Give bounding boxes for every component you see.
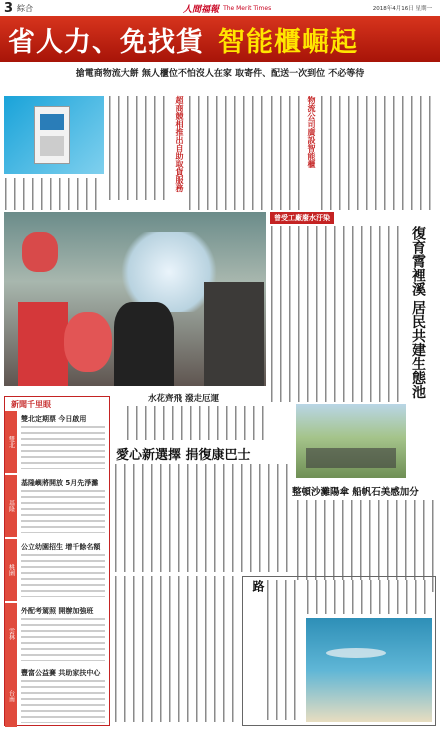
sidebar-item [5, 411, 109, 473]
masthead: 人間福報 [183, 4, 220, 15]
eco-pond-photo [296, 404, 406, 478]
water-festival-caption: 水花齊飛 潑走厄運 [148, 394, 219, 404]
beach-aerial-photo [306, 618, 432, 722]
issue-date: 2018年4月16日 星期一 [372, 6, 432, 12]
smart-locker-photo [4, 96, 104, 174]
sidebar-region-tab: 雲林 [5, 603, 17, 665]
main-banner [0, 16, 440, 62]
sidebar-region-tab: 雙北 [5, 411, 17, 473]
banner-headline-left: 省人力、免找貨 [8, 26, 204, 58]
wave-story-text [266, 580, 302, 720]
sidebar-item-headline: 雙北定期票 今日啟用 [21, 415, 87, 423]
locker-caption-text [108, 96, 168, 200]
sidebar-region-tab: 基隆 [5, 475, 17, 537]
mid-label-a: 超商競相推出自助取貨服務 [175, 96, 184, 192]
village-story-text [270, 226, 406, 402]
sidebar-item-text [21, 425, 105, 469]
banner-subhead: 搶電商物流大餅 無人櫃位不怕沒人在家 取寄件、配送一次到位 不必等待 [75, 69, 365, 79]
main-story-text [320, 96, 436, 210]
section-name: 綜合 [17, 3, 34, 13]
water-festival-text [126, 406, 266, 440]
page-header [0, 0, 440, 16]
sidebar-item [5, 603, 109, 665]
mid-label-b: 物流公司廣設智能櫃 [307, 96, 316, 168]
sidebar-region-tab: 桃園 [5, 539, 17, 601]
sidebar-item-headline: 豐富公益賽 共助家扶中心 [21, 669, 101, 677]
sidebar-item [5, 475, 109, 537]
news-roundup-sidebar [4, 396, 110, 726]
sidebar-item-headline: 公立幼園招生 增千餘名額 [21, 543, 101, 551]
mid-text-a [188, 96, 268, 210]
page-number: 3 [4, 0, 14, 16]
sidebar-item-headline: 外配考駕照 開辦加強班 [21, 607, 94, 615]
water-pollution-tag: 曾受工廠廢水汙染 [270, 212, 334, 224]
sidebar-region-tab: 台南 [5, 665, 17, 727]
sidebar-item-text [21, 679, 105, 723]
beach-headline: 整頓沙灘陽傘 船帆石美感加分 [292, 487, 419, 498]
bus-headline: 愛心新選擇 捐復康巴士 [116, 448, 251, 463]
village-headline: 復育霄裡溪 居民共建生態池 [410, 226, 426, 399]
bus-story-text-2 [114, 576, 238, 722]
sidebar-item-text [21, 489, 105, 533]
sidebar-title: 新聞千里眼 [11, 400, 51, 409]
kiosk-story-text [4, 178, 104, 210]
wave-headline: 路 [251, 580, 265, 592]
bus-story-text [114, 464, 292, 572]
wave-story-text-2 [306, 580, 432, 614]
masthead-english: The Merit Times [223, 4, 272, 12]
sidebar-item-text [21, 553, 105, 597]
mid-text-b [270, 96, 304, 210]
sidebar-item-text [21, 617, 105, 661]
banner-headline-right: 智能櫃崛起 [218, 26, 358, 58]
water-festival-photo [4, 212, 266, 386]
sidebar-item [5, 539, 109, 601]
sidebar-item-headline: 基隆嶼將開放 5月先淨灘 [21, 479, 99, 487]
sidebar-item [5, 665, 109, 727]
